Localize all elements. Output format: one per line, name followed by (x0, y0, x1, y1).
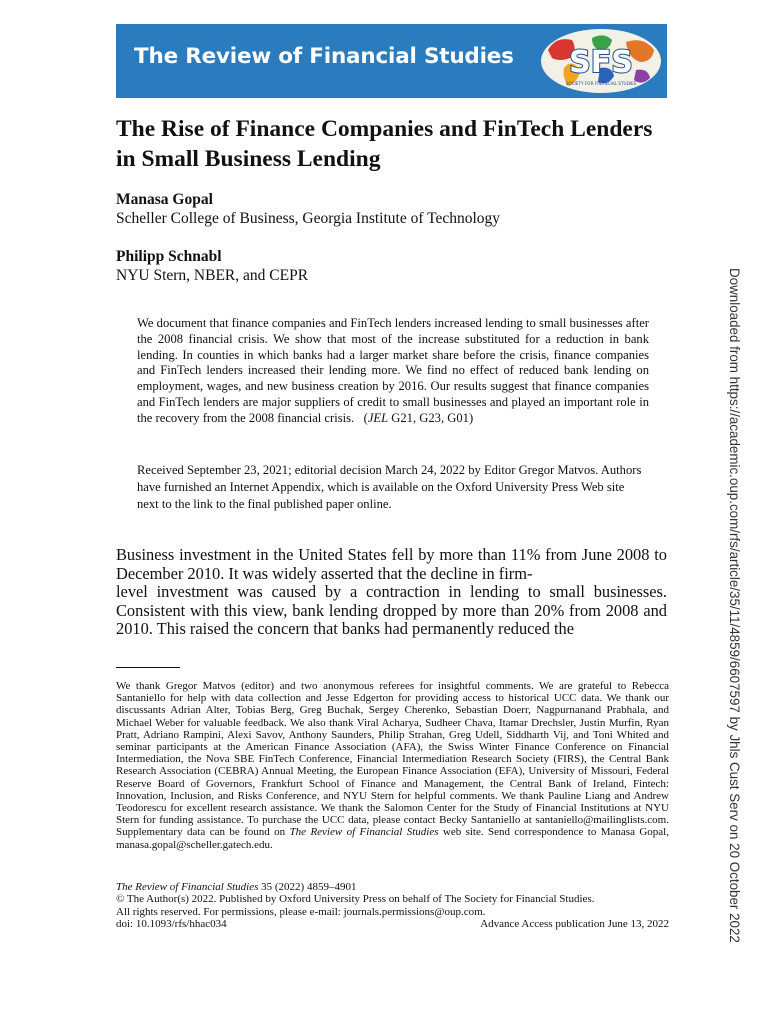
doi-row (116, 918, 669, 930)
jel-codes: G21, G23, G01 (391, 410, 469, 425)
copyright-line: © The Author(s) 2022. Published by Oxford University Press on behalf of The Society for Financial Studies. (116, 893, 595, 906)
received-note: Received September 23, 2021; editorial decision March 24, 2022 by Editor Gregor Matvos. Authors have furnished an Internet Appendix, which is available on the Oxford University Press Web site next to the link to the final published paper online. (137, 463, 642, 511)
body-paragraph: Business investment in the United States fell by more than 11% from June 2008 to December 2010. It was widely asserted that the decline in firm- level investment was caused by a contraction in lending to small businesses. Consistent with this view, bank lending dropped by more than 20% from 2008 and 2010. This raised the concern that banks had permanently reduced the (116, 545, 667, 639)
footnote-divider (116, 667, 180, 668)
logo-text: SFS (569, 45, 633, 80)
author-name: Philipp Schnabl (116, 248, 222, 265)
abstract: We document that finance companies and FinTech lenders increased lending to small businesses after the 2008 financial crisis. We show that most of the increase substituted for a reduction in bank lending. In counties in which banks had a larger market share before the crisis, finance companies and FinTech lenders increased their lending more. We find no effect of reduced bank lending on employment, wages, and new business creation by 2016. Our results suggest that finance companies and FinTech lenders are major suppliers of credit to small businesses and played an important role in the recovery from the 2008 financial crisis. (JEL G21, G23, G01) (137, 316, 649, 425)
author-name: Manasa Gopal (116, 191, 213, 208)
citation-line (116, 881, 669, 893)
acknowledgments-footnote (116, 680, 669, 851)
citation-journal: The Review of Financial Studies (116, 881, 259, 893)
jel-label: JEL (367, 410, 389, 425)
journal-info (116, 881, 669, 931)
footnote-text-end: web site. Send correspondence to Manasa Gopal, manasa.gopal@scheller.gatech.edu. (116, 826, 669, 851)
logo-subtext: SOCIETY FOR FINANCIAL STUDIES (565, 81, 637, 86)
citation-volume-pages: 35 (2022) 4859–4901 (261, 881, 357, 893)
rights-line: All rights reserved. For permissions, please e-mail: journals.permissions@oup.com. (116, 905, 486, 918)
sfs-logo (540, 28, 662, 94)
abstract-text: We document that finance companies and FinTech lenders increased lending to small businesses after the 2008 financial crisis. We show that most of the increase substituted for a reduction in bank lending. In counties in which banks had a larger market share before the crisis, finance companies and FinTech lenders increased their lending more. We find no effect of reduced bank lending on employment, wages, and new business creation by 2016. Our results suggest that finance companies and FinTech lenders are major suppliers of credit to small businesses and played an important role in the recovery from the 2008 financial crisis. (137, 316, 649, 425)
doi: doi: 10.1093/rfs/hhac034 (116, 918, 227, 931)
author-affiliation: Scheller College of Business, Georgia Institute of Technology (116, 210, 501, 227)
download-watermark: Downloaded from https://academic.oup.com/rfs/article/35/11/4859/6607597 by Jhls Cust Serv on 20 October 2022 (727, 268, 742, 943)
footnote-journal-name: The Review of Financial Studies (289, 826, 439, 839)
advance-access-date: Advance Access publication June 13, 2022 (480, 918, 669, 931)
footnote-text: We thank Gregor Matvos (editor) and two anonymous referees for insightful comments. We are grateful to Rebecca Santaniello for help with data collection and Jesse Edgerton for providing access to historical UCC data. We thank our discussants Adrian Alter, Tobias Berg, Greg Buchak, Sergey Cherenko, Sebastian Doerr, Nagpurnanand Prabhala, and Michael Weber for valuable feedback. We also thank Viral Acharya, Sudheer Chava, Itamar Drechsler, Justin Murfin, Ryan Pratt, Adriano Rampini, Alexi Savov, Anthony Saunders, Philip Strahan, Greg Udell, Siddharth Vij, and Toni Whited and seminar participants at the American Finance Association (AFA), the Swiss Winter Finance Conference on Financial Intermediation, the Nova SBE FinTech Conference, Financial Intermediation Research Society (FIRS), the Central Bank Research Association (CEBRA) Annual Meeting, the European Finance Association (EFA), University of Missouri, Federal Reserve Board of Governors, Frankfurt School of Finance and Management, the Central Bank of Ireland, Fintech: Innovation, Inclusion, and Risks Conference, and NYU Stern for helpful comments. We thank Pauline Liang and Andrew Teodorescu for excellent research assistance. We thank the Salomon Center for the Study of Financial Institutions at NYU Stern for funding assistance. To purchase the UCC data, please contact Becky Santaniello at santaniello@mailinglists.com. Supplementary data can be found on (116, 680, 669, 839)
journal-banner (116, 24, 667, 98)
journal-banner-title: The Review of Financial Studies (134, 44, 514, 69)
paper-title: The Rise of Finance Companies and FinTech Lenders in Small Business Lending (116, 116, 653, 172)
author-affiliation: NYU Stern, NBER, and CEPR (116, 267, 309, 284)
